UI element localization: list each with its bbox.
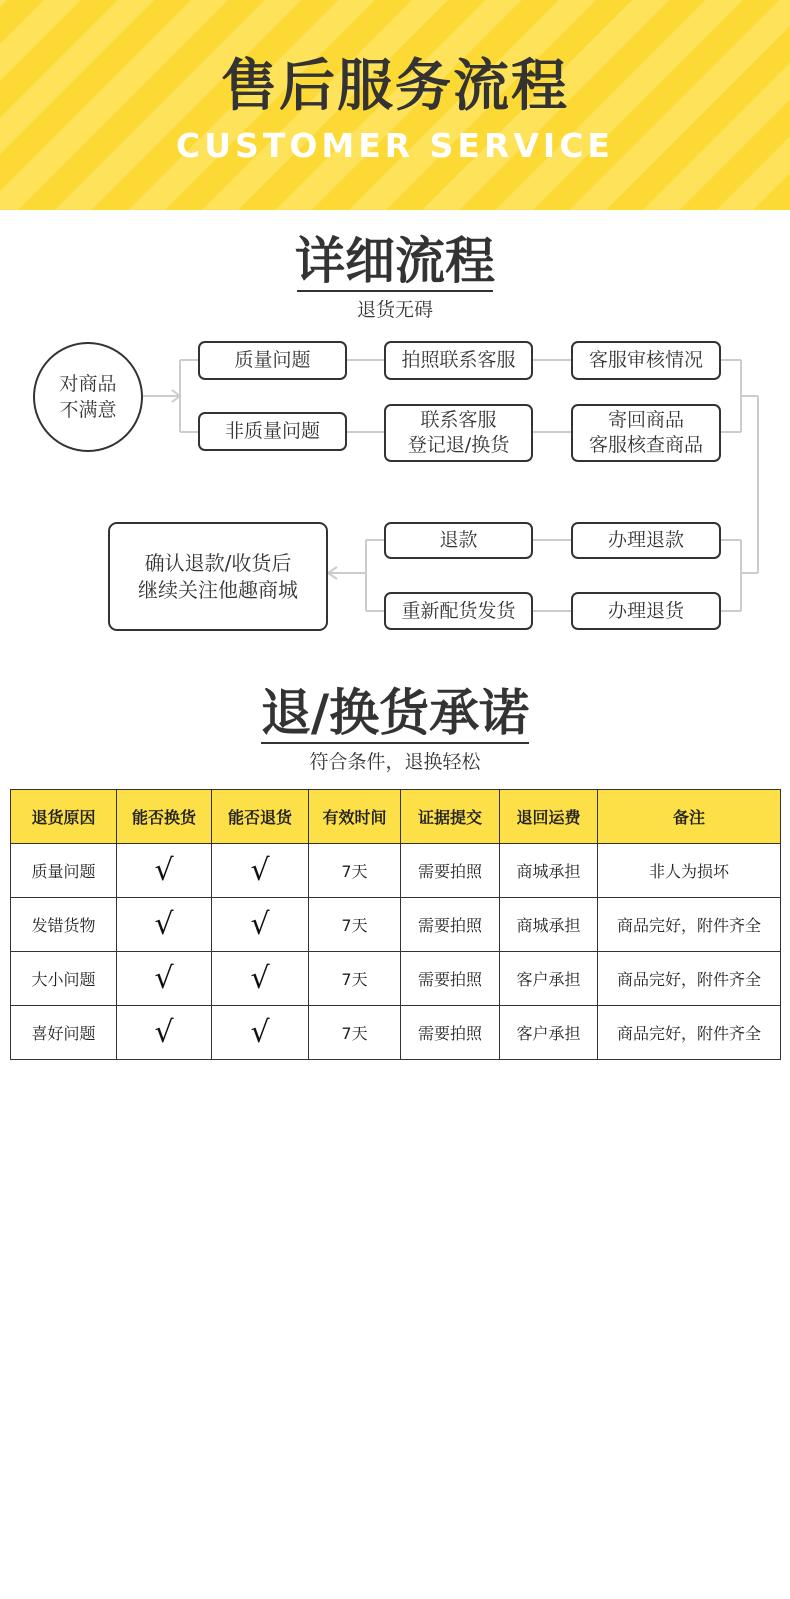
node-review xyxy=(571,341,721,380)
process-flow-diagram xyxy=(0,330,790,650)
node-contact-register-line-1: 联系客服 xyxy=(420,409,497,431)
node-contact-register-line-2: 登记退/换货 xyxy=(407,434,510,456)
table-row xyxy=(11,844,781,898)
node-non-quality-label: 非质量问题 xyxy=(224,420,320,442)
node-refund-label: 退款 xyxy=(439,529,478,551)
header-banner xyxy=(0,0,790,210)
check-icon: √ xyxy=(250,1014,270,1050)
node-send-back xyxy=(571,404,721,462)
check-icon: √ xyxy=(250,960,270,996)
cell-time: 7天 xyxy=(309,898,401,952)
table-header-row xyxy=(11,790,781,844)
header-return: 能否退货 xyxy=(212,790,309,844)
node-process-return-label: 办理退货 xyxy=(607,599,684,622)
cell-shipping: 客户承担 xyxy=(500,1006,598,1060)
node-reship xyxy=(384,592,533,630)
cell-return xyxy=(212,952,309,1006)
node-quality-label: 质量问题 xyxy=(234,349,311,371)
process-section-subtitle: 退货无碍 xyxy=(356,299,433,321)
cell-reason: 大小问题 xyxy=(11,952,117,1006)
promise-title-underline xyxy=(261,742,529,744)
cell-note: 商品完好，附件齐全 xyxy=(598,952,781,1006)
process-title-underline xyxy=(297,290,493,292)
process-section-title: 详细流程 xyxy=(295,232,495,290)
node-quality-issue xyxy=(198,341,347,380)
cell-exchange xyxy=(117,1006,212,1060)
node-process-return xyxy=(571,592,721,630)
cell-time: 7天 xyxy=(309,844,401,898)
header-note: 备注 xyxy=(598,790,781,844)
header-exchange: 能否换货 xyxy=(117,790,212,844)
cell-time: 7天 xyxy=(309,1006,401,1060)
cell-return xyxy=(212,844,309,898)
cell-evidence: 需要拍照 xyxy=(401,1006,500,1060)
cell-exchange xyxy=(117,844,212,898)
cell-note: 非人为损坏 xyxy=(598,844,781,898)
start-circle xyxy=(33,342,143,452)
cell-exchange xyxy=(117,952,212,1006)
cell-shipping: 商城承担 xyxy=(500,844,598,898)
cell-reason: 喜好问题 xyxy=(11,1006,117,1060)
cell-exchange xyxy=(117,898,212,952)
cell-return xyxy=(212,1006,309,1060)
node-send-back-line-1: 寄回商品 xyxy=(607,409,684,431)
cell-time: 7天 xyxy=(309,952,401,1006)
cell-evidence: 需要拍照 xyxy=(401,952,500,1006)
node-process-refund-label: 办理退款 xyxy=(607,529,684,551)
promise-section-subtitle: 符合条件，退换轻松 xyxy=(309,751,481,773)
node-photo-contact-label: 拍照联系客服 xyxy=(401,349,516,371)
node-review-label: 客服审核情况 xyxy=(588,349,703,371)
header-evidence: 证据提交 xyxy=(401,790,500,844)
node-contact-register xyxy=(384,404,533,462)
end-line-2: 继续关注他趣商城 xyxy=(138,577,298,602)
check-icon: √ xyxy=(154,960,174,996)
start-line-1: 对商品 xyxy=(59,373,117,395)
check-icon: √ xyxy=(250,906,270,942)
cell-shipping: 商城承担 xyxy=(500,898,598,952)
table-row xyxy=(11,1006,781,1060)
check-icon: √ xyxy=(250,852,270,888)
node-refund xyxy=(384,522,533,559)
check-icon: √ xyxy=(154,852,174,888)
end-node xyxy=(108,522,328,631)
node-non-quality-issue xyxy=(198,412,347,451)
cell-reason: 发错货物 xyxy=(11,898,117,952)
check-icon: √ xyxy=(154,1014,174,1050)
node-send-back-line-2: 客服核查商品 xyxy=(588,434,703,456)
header-shipping: 退回运费 xyxy=(500,790,598,844)
table-row xyxy=(11,898,781,952)
end-line-1: 确认退款/收货后 xyxy=(144,550,292,575)
node-process-refund xyxy=(571,522,721,559)
check-icon: √ xyxy=(154,906,174,942)
promise-table xyxy=(10,789,781,1060)
cell-evidence: 需要拍照 xyxy=(401,844,500,898)
cell-evidence: 需要拍照 xyxy=(401,898,500,952)
cell-reason: 质量问题 xyxy=(11,844,117,898)
node-reship-label: 重新配货发货 xyxy=(401,599,516,622)
header-reason: 退货原因 xyxy=(11,790,117,844)
page-title: 售后服务流程 xyxy=(221,54,569,119)
cell-shipping: 客户承担 xyxy=(500,952,598,1006)
start-line-2: 不满意 xyxy=(59,399,117,421)
page-subtitle: CUSTOMER SERVICE xyxy=(176,126,614,165)
cell-return xyxy=(212,898,309,952)
cell-note: 商品完好，附件齐全 xyxy=(598,898,781,952)
cell-note: 商品完好，附件齐全 xyxy=(598,1006,781,1060)
node-photo-contact xyxy=(384,341,533,380)
table-row xyxy=(11,952,781,1006)
header-time: 有效时间 xyxy=(309,790,401,844)
promise-section-title: 退/换货承诺 xyxy=(260,684,530,742)
